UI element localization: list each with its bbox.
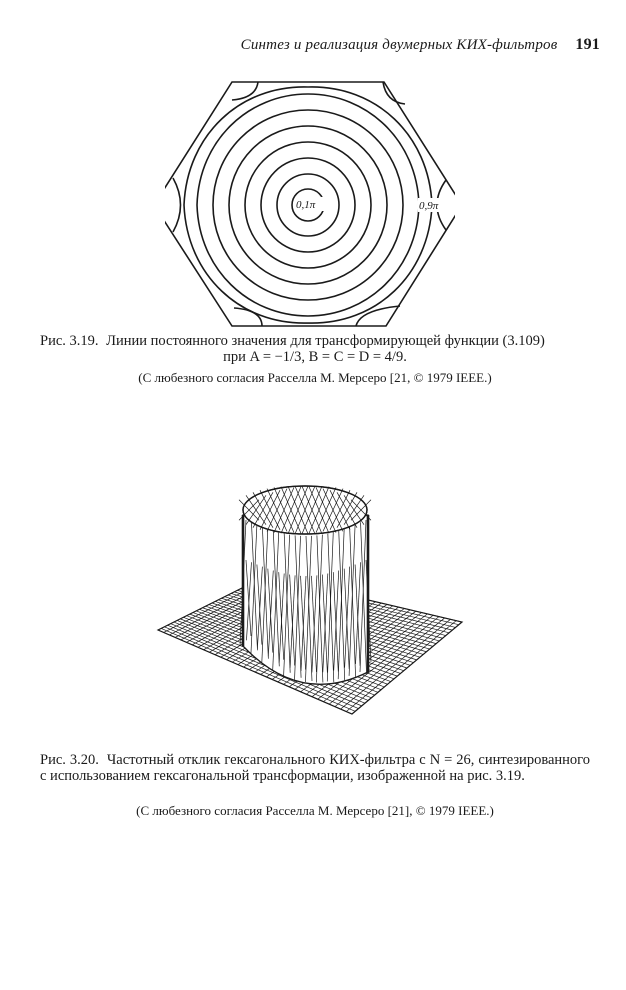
caption-line-1: Линии постоянного значения для трансформирующей функции (3.109) <box>106 333 545 349</box>
caption-line-2: при A = −1/3, B = C = D = 4/9. <box>223 349 407 365</box>
hexagon-contour-figure <box>165 75 455 330</box>
figure-3-20-caption <box>40 752 590 784</box>
page-number: 191 <box>575 36 600 53</box>
running-title: Синтез и реализация двумерных КИХ-фильтров <box>240 37 558 53</box>
outer-contour-label: 0,9π <box>419 200 439 212</box>
figure-3-20-credit: (С любезного согласия Расселла М. Мерсеро [21], © 1979 IEEE.) <box>136 803 494 818</box>
figure-3-19-caption <box>40 333 590 365</box>
caption-label: Рис. 3.19. <box>40 333 99 349</box>
caption-text: Частотный отклик гексагонального КИХ-фильтра с N = 26, синтезированного с использованием гексагональной трансформации, изображенной на рис. 3.19. <box>40 752 591 784</box>
running-header <box>0 36 600 54</box>
caption-label: Рис. 3.20. <box>40 752 99 768</box>
figure-3-19-credit: (С любезного согласия Расселла М. Мерсеро [21, © 1979 IEEE.) <box>138 370 492 385</box>
frequency-response-surface <box>150 478 470 718</box>
inner-contour-label: 0,1π <box>296 199 316 211</box>
